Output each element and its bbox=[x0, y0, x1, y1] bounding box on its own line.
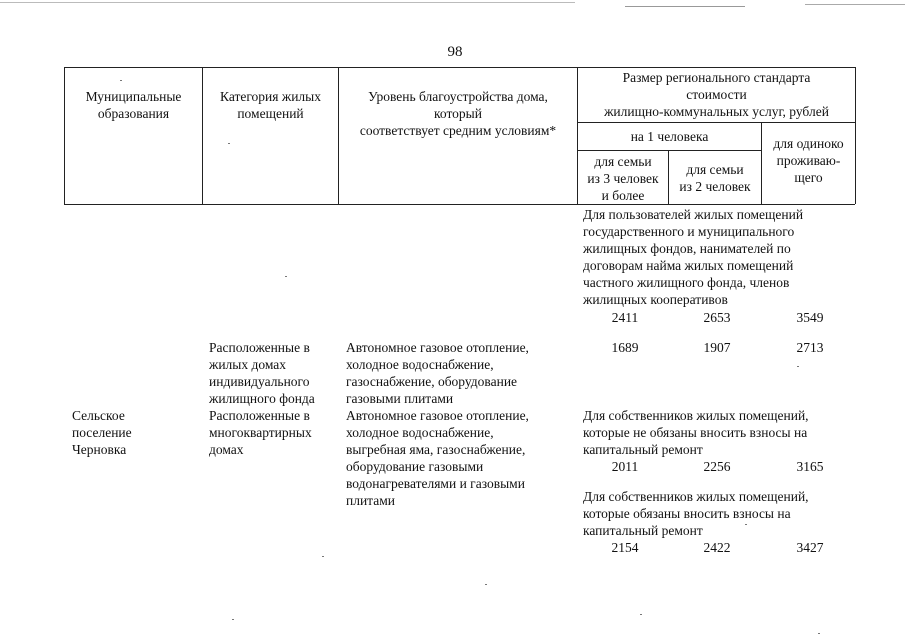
value-family-2: 1907 bbox=[703, 340, 731, 355]
value-family-3plus: 2411 bbox=[611, 310, 639, 325]
scan-speck bbox=[797, 366, 799, 367]
row-category-apartment: Расположенные в многоквартирных домах bbox=[209, 408, 312, 457]
scan-speck bbox=[640, 614, 642, 615]
row-amenity-apartment: Автономное газовое отопление, холодное водоснабжение, выгребная яма, газоснабжение, оборудование газовыми водонагревателями и газовыми плитами bbox=[346, 408, 529, 508]
table-header-bottom-border bbox=[64, 204, 855, 205]
value-family-2: 2422 bbox=[703, 540, 731, 555]
header-single: для одиноко проживаю- щего bbox=[773, 136, 844, 185]
header-family-3plus: для семьи из 3 человек и более bbox=[587, 154, 659, 203]
value-family-2: 2256 bbox=[703, 459, 731, 474]
header-housing-category: Категория жилых помещений bbox=[220, 89, 321, 121]
value-family-3plus: 2154 bbox=[611, 540, 639, 555]
row-amenity-individual: Автономное газовое отопление, холодное водоснабжение, газоснабжение, оборудование газовыми плитами bbox=[346, 340, 529, 406]
row-category-individual: Расположенные в жилых домах индивидуального жилищного фонда bbox=[209, 340, 315, 406]
value-family-2: 2653 bbox=[703, 310, 731, 325]
value-single: 3165 bbox=[796, 459, 824, 474]
value-single: 3549 bbox=[796, 310, 824, 325]
table-top-border bbox=[64, 67, 855, 68]
header-sub-border bbox=[577, 122, 855, 123]
scan-speck bbox=[485, 584, 487, 585]
scan-speck bbox=[818, 633, 820, 634]
scan-top-line bbox=[0, 2, 575, 3]
header-sub-border bbox=[577, 150, 761, 151]
col-border bbox=[855, 67, 856, 204]
scan-top-line bbox=[625, 6, 745, 7]
scan-speck bbox=[232, 619, 234, 620]
page-number: 98 bbox=[447, 44, 463, 60]
value-single: 2713 bbox=[796, 340, 824, 355]
header-per-person: на 1 человека bbox=[630, 129, 709, 144]
scan-speck bbox=[285, 276, 287, 277]
header-standard-size: Размер регионального стандарта стоимости жилищно-коммунальных услуг, рублей bbox=[604, 70, 829, 119]
scan-speck bbox=[120, 80, 122, 81]
scan-top-line bbox=[805, 4, 905, 5]
header-family-2: для семьи из 2 человек bbox=[679, 162, 751, 194]
scan-speck bbox=[745, 524, 747, 525]
section-note-owners-no-capital-repair: Для собственников жилых помещений, которые не обязаны вносить взносы на капитальный ремонт bbox=[583, 408, 809, 457]
value-single: 3427 bbox=[796, 540, 824, 555]
value-family-3plus: 1689 bbox=[611, 340, 639, 355]
section-note-owners-capital-repair: Для собственников жилых помещений, которые обязаны вносить взносы на капитальный ремонт bbox=[583, 489, 809, 538]
value-family-3plus: 2011 bbox=[611, 459, 639, 474]
section-note-tenants: Для пользователей жилых помещений государственного и муниципального жилищных фондов, нанимателей по договорам найма жилых помещений частного жилищного фонда, членов жилищных кооперативов bbox=[583, 207, 804, 307]
row-municipality: Сельское поселение Черновка bbox=[72, 408, 132, 457]
scan-speck bbox=[228, 143, 230, 144]
header-municipalities: Муниципальные образования bbox=[85, 89, 182, 121]
header-amenity-level: Уровень благоустройства дома, который соответствует средним условиям* bbox=[359, 89, 557, 138]
scan-speck bbox=[322, 556, 324, 557]
